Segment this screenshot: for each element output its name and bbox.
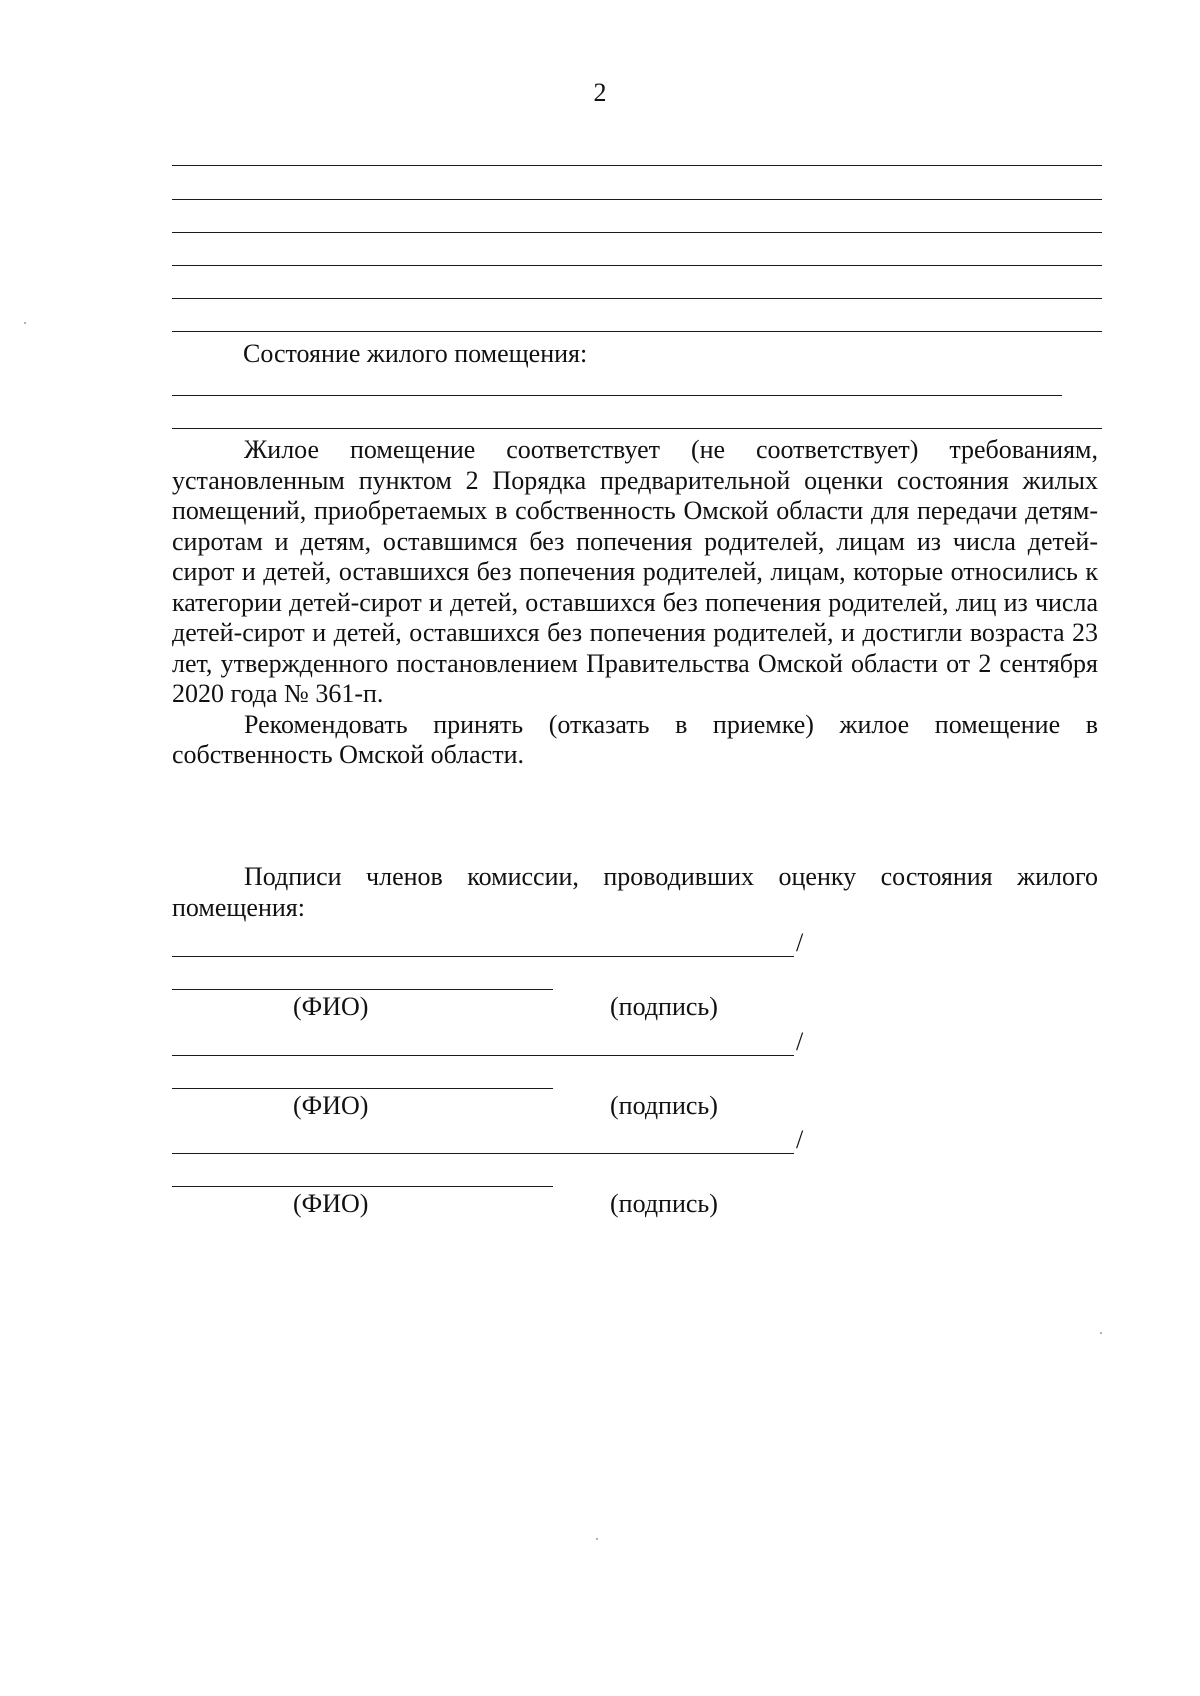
signature-line xyxy=(172,1055,794,1056)
paragraph-signatures: Подписи членов комиссии, проводивших оценку состояния жилого помещения: xyxy=(172,862,1098,922)
blank-line xyxy=(172,331,1102,332)
blank-line xyxy=(172,232,1102,233)
scan-speck xyxy=(1100,1332,1102,1334)
page-number: 2 xyxy=(593,78,607,107)
blank-line xyxy=(172,298,1102,299)
fio-line xyxy=(172,989,553,990)
fio-caption: (ФИО) xyxy=(293,1189,369,1218)
slash-separator: / xyxy=(796,1027,804,1056)
fio-caption: (ФИО) xyxy=(293,1091,369,1120)
signatures-intro-block xyxy=(172,862,1098,923)
main-paragraph-block xyxy=(172,435,1098,771)
blank-line xyxy=(172,428,1102,429)
blank-line xyxy=(172,199,1102,200)
slash-separator: / xyxy=(796,1125,804,1154)
scan-speck xyxy=(24,322,26,324)
signature-line xyxy=(172,956,794,957)
fio-caption: (ФИО) xyxy=(293,992,369,1021)
paragraph-compliance: Жилое помещение соответствует (не соответствует) требованиям, установленным пунктом 2 Порядка предварительной оценки состояния жилых помещений, приобретаемых в собственность Омской области для передачи детям-сиротам и детям, оставшимся без попечения родителей, лицам из числа детей-сирот и детей, оставшихся без попечения родителей, лицам, которые относились к категории детей-сирот и детей, оставшихся без попечения родителей, лиц из числа детей-сирот и детей, оставшихся без попечения родителей, и достигли возраста 23 лет, утвержденного постановлением Правительства Омской области от 2 сентября 2020 года № 361-п. xyxy=(172,435,1098,708)
slash-separator: / xyxy=(796,928,804,957)
scan-speck xyxy=(596,1538,598,1540)
paragraph-recommend: Рекомендовать принять (отказать в приемке) жилое помещение в собственность Омской области. xyxy=(172,709,1098,769)
blank-line xyxy=(172,265,1102,266)
fio-line xyxy=(172,1088,553,1089)
blank-line xyxy=(172,395,1062,396)
signature-caption: (подпись) xyxy=(610,1189,718,1218)
fio-line xyxy=(172,1186,553,1187)
signature-caption: (подпись) xyxy=(610,992,718,1021)
signature-caption: (подпись) xyxy=(610,1091,718,1120)
section-label-state: Состояние жилого помещения: xyxy=(243,339,588,368)
signature-line xyxy=(172,1153,794,1154)
blank-line xyxy=(172,165,1102,166)
